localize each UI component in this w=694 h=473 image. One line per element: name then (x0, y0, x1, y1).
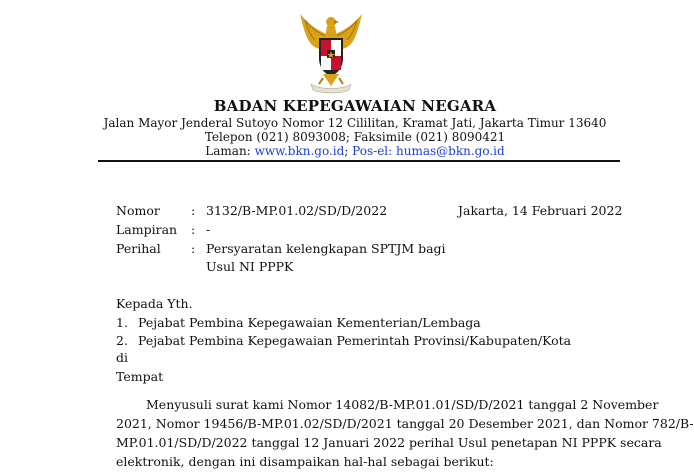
recipient-text: Pejabat Pembina Kepegawaian Kementerian/Lembaga (138, 315, 481, 330)
web-link[interactable]: www.bkn.go.id (254, 144, 345, 158)
nomor-label: Nomor (116, 203, 160, 218)
body-line: elektronik, dengan ini disampaikan hal-hal sebagai berikut: (116, 454, 494, 469)
perihal-value-line2: Usul NI PPPK (206, 259, 294, 274)
di-text: di (116, 350, 128, 365)
recipient-text: Pejabat Pembina Kepegawaian Pemerintah Provinsi/Kabupaten/Kota (138, 333, 572, 348)
perihal-value-line1: Persyaratan kelengkapan SPTJM bagi (206, 241, 446, 256)
recipient-number: 1. (116, 315, 128, 330)
lampiran-value: - (206, 222, 211, 237)
body-line: 2021, Nomor 19456/B-MP.01.02/SD/D/2021 tanggal 20 Desember 2021, dan Nomor 782/B- (116, 416, 694, 431)
nomor-colon: : (191, 203, 196, 218)
recipient-number: 2. (116, 333, 128, 348)
email-label: Pos-el: (352, 144, 393, 158)
web-separator: ; (344, 144, 349, 158)
garuda-emblem-icon (297, 12, 365, 96)
lampiran-colon: : (191, 222, 196, 237)
email-link[interactable]: humas@bkn.go.id (396, 144, 505, 158)
perihal-colon: : (191, 241, 196, 256)
letter-date: Jakarta, 14 Februari 2022 (458, 203, 623, 218)
web-label: Laman: (205, 144, 251, 158)
perihal-label: Perihal (116, 241, 161, 256)
org-name: BADAN KEPEGAWAIAN NEGARA (213, 97, 497, 115)
nomor-value: 3132/B-MP.01.02/SD/D/2022 (206, 203, 388, 218)
org-phone: Telepon (021) 8093008; Faksimile (021) 8090421 (204, 130, 506, 144)
org-web-line (0, 144, 694, 158)
tempat-text: Tempat (116, 369, 164, 384)
org-address: Jalan Mayor Jenderal Sutoyo Nomor 12 Cililitan, Kramat Jati, Jakarta Timur 13640 (103, 116, 607, 130)
body-line: MP.01.01/SD/D/2022 tanggal 12 Januari 2022 perihal Usul penetapan NI PPPK secara (116, 435, 662, 450)
lampiran-label: Lampiran (116, 222, 178, 237)
body-line: Menyusuli surat kami Nomor 14082/B-MP.01.01/SD/D/2021 tanggal 2 November (146, 397, 659, 412)
greeting: Kepada Yth. (116, 296, 193, 311)
letterhead-divider (98, 160, 620, 162)
